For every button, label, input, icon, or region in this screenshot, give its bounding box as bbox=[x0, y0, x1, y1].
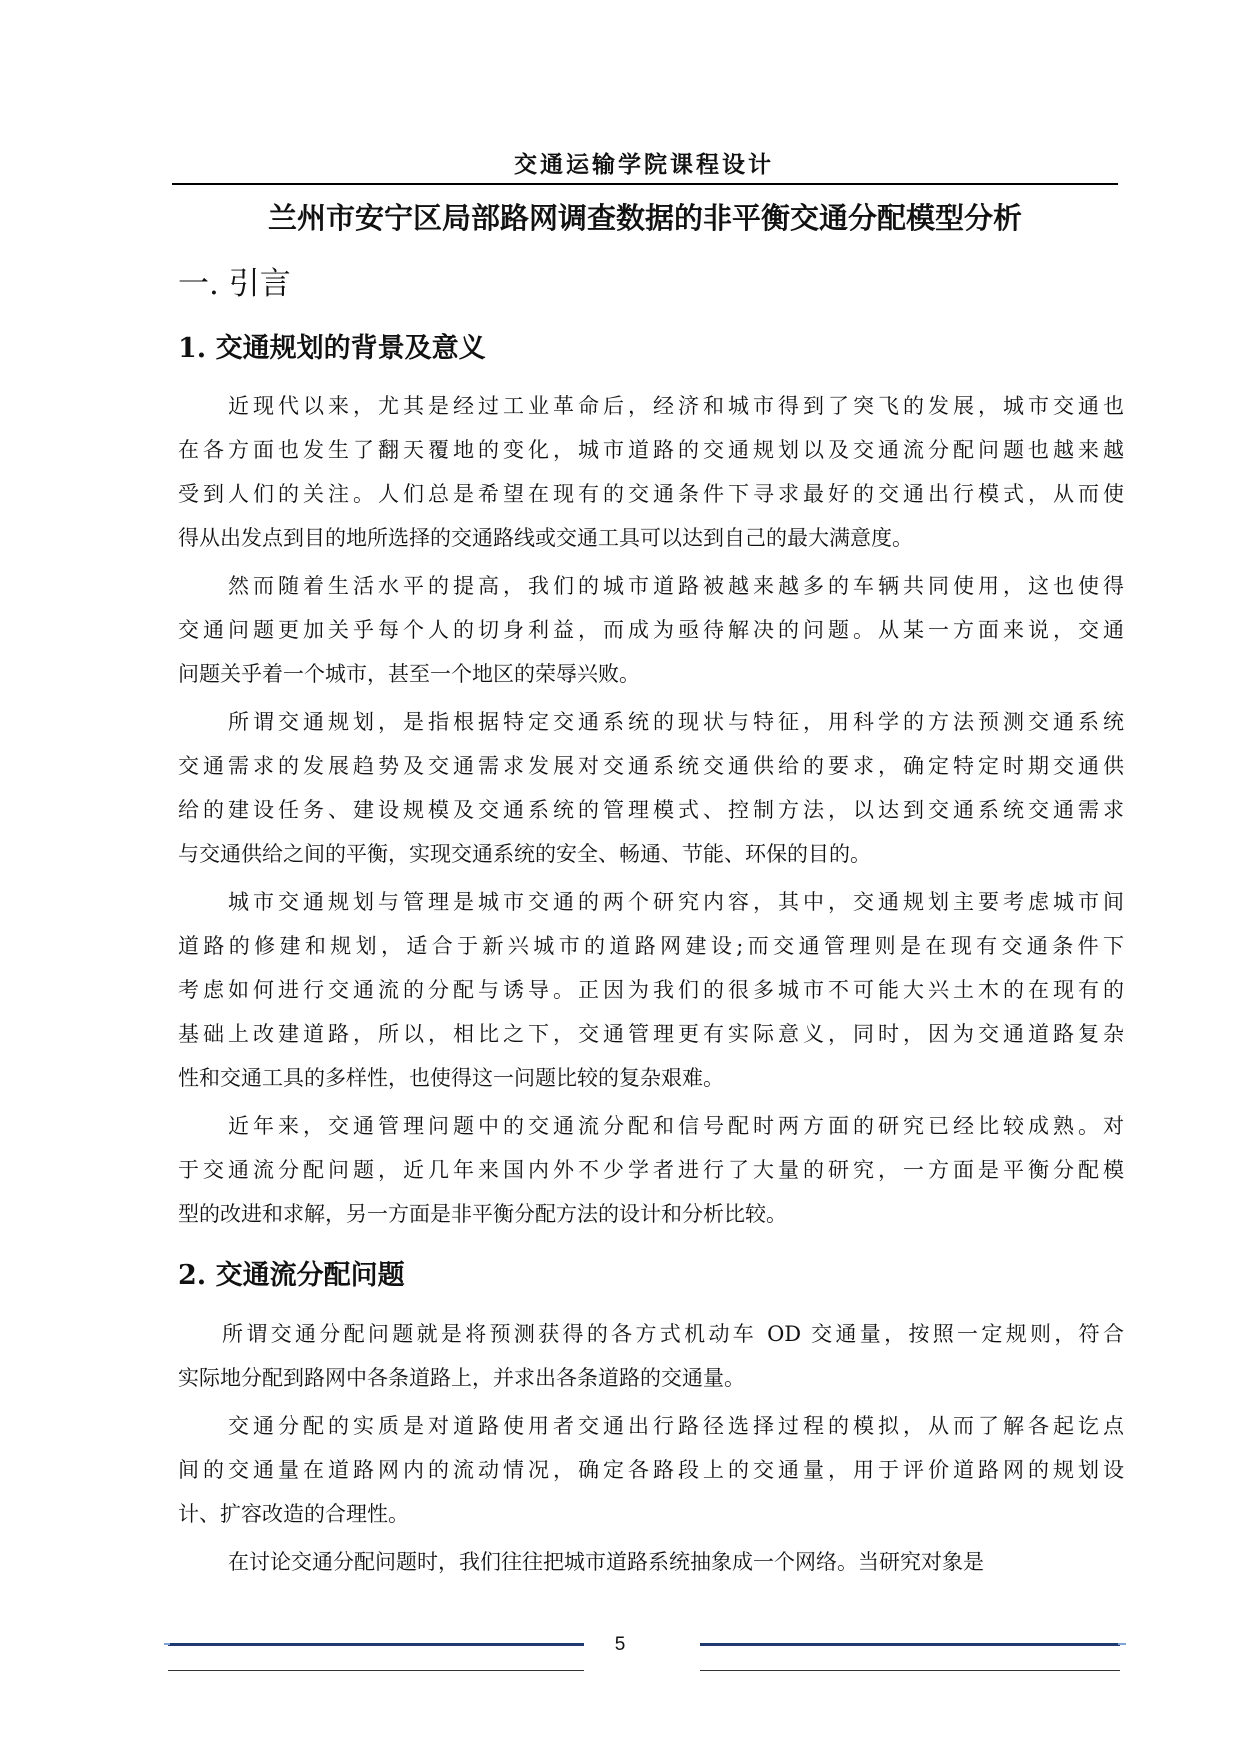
paragraph-line: 在讨论交通分配问题时，我们往往把城市道路系统抽象成一个网络。当研究对象是 bbox=[228, 1550, 984, 1574]
paragraph-line: 间的交通量在道路网内的流动情况，确定各路段上的交通量，用于评价道路网的规划设 bbox=[178, 1458, 1124, 1482]
paragraph bbox=[178, 1540, 1124, 1584]
paragraph bbox=[178, 564, 1124, 696]
paragraph-line: 性和交通工具的多样性，也使得这一问题比较的复杂艰难。 bbox=[178, 1066, 724, 1090]
paragraph-line: 所谓交通分配问题就是将预测获得的各方式机动车 OD 交通量，按照一定规则，符合 bbox=[222, 1322, 1124, 1346]
footer-line-right bbox=[700, 1643, 1120, 1646]
footer-underline-left bbox=[168, 1670, 584, 1671]
subsection-heading-background: 1. 交通规划的背景及意义 bbox=[178, 333, 486, 364]
paragraph-line: 与交通供给之间的平衡，实现交通系统的安全、畅通、节能、环保的目的。 bbox=[178, 842, 871, 866]
paragraph-line: 计、扩容改造的合理性。 bbox=[178, 1502, 409, 1526]
paragraph-line: 给的建设任务、建设规模及交通系统的管理模式、控制方法，以达到交通系统交通需求 bbox=[178, 798, 1124, 822]
subsection-heading-flow-assignment: 2. 交通流分配问题 bbox=[178, 1260, 405, 1291]
paragraph-line: 所谓交通规划，是指根据特定交通系统的现状与特征，用科学的方法预测交通系统 bbox=[228, 710, 1124, 734]
paragraph-line: 在各方面也发生了翻天覆地的变化，城市道路的交通规划以及交通流分配问题也越来越 bbox=[178, 438, 1124, 462]
paragraph-line: 基础上改建道路，所以，相比之下，交通管理更有实际意义，同时，因为交通道路复杂 bbox=[178, 1022, 1124, 1046]
footer-line-right-accent bbox=[1118, 1643, 1126, 1645]
paragraph bbox=[178, 1404, 1124, 1536]
paragraph-line: 交通问题更加关乎每个人的切身利益，而成为亟待解决的问题。从某一方面来说，交通 bbox=[178, 618, 1124, 642]
paragraph-line: 近现代以来，尤其是经过工业革命后，经济和城市得到了突飞的发展，城市交通也 bbox=[228, 394, 1124, 418]
paragraph bbox=[178, 384, 1124, 560]
footer-line-left bbox=[168, 1643, 584, 1646]
paragraph-line: 型的改进和求解，另一方面是非平衡分配方法的设计和分析比较。 bbox=[178, 1202, 787, 1226]
footer-underline-right bbox=[700, 1670, 1120, 1671]
paragraph-line: 于交通流分配问题，近几年来国内外不少学者进行了大量的研究，一方面是平衡分配模 bbox=[178, 1158, 1124, 1182]
document-title: 兰州市安宁区局部路网调查数据的非平衡交通分配模型分析 bbox=[267, 201, 1022, 235]
section-heading-intro: 一. 引言 bbox=[178, 266, 291, 302]
running-header: 交通运输学院课程设计 bbox=[514, 151, 774, 178]
paragraph bbox=[178, 880, 1124, 1100]
header-divider bbox=[172, 183, 1118, 185]
paragraph-line: 受到人们的关注。人们总是希望在现有的交通条件下寻求最好的交通出行模式，从而使 bbox=[178, 482, 1124, 506]
paragraph-line: 道路的修建和规划，适合于新兴城市的道路网建设;而交通管理则是在现有交通条件下 bbox=[178, 934, 1124, 958]
paragraph bbox=[178, 700, 1124, 876]
paragraph-line: 实际地分配到路网中各条道路上，并求出各条道路的交通量。 bbox=[178, 1366, 745, 1390]
page-number: 5 bbox=[614, 1634, 626, 1655]
paragraph-line: 然而随着生活水平的提高，我们的城市道路被越来越多的车辆共同使用，这也使得 bbox=[228, 574, 1124, 598]
paragraph-line: 城市交通规划与管理是城市交通的两个研究内容，其中，交通规划主要考虑城市间 bbox=[228, 890, 1124, 914]
footer-line-left-accent bbox=[164, 1643, 170, 1645]
paragraph bbox=[178, 1312, 1124, 1400]
paragraph bbox=[178, 1104, 1124, 1236]
paragraph-line: 交通分配的实质是对道路使用者交通出行路径选择过程的模拟，从而了解各起讫点 bbox=[228, 1414, 1124, 1438]
paragraph-line: 近年来，交通管理问题中的交通流分配和信号配时两方面的研究已经比较成熟。对 bbox=[228, 1114, 1124, 1138]
paragraph-line: 考虑如何进行交通流的分配与诱导。正因为我们的很多城市不可能大兴土木的在现有的 bbox=[178, 978, 1124, 1002]
paragraph-line: 得从出发点到目的地所选择的交通路线或交通工具可以达到自己的最大满意度。 bbox=[178, 526, 913, 550]
paragraph-line: 交通需求的发展趋势及交通需求发展对交通系统交通供给的要求，确定特定时期交通供 bbox=[178, 754, 1124, 778]
paragraph-line: 问题关乎着一个城市，甚至一个地区的荣辱兴败。 bbox=[178, 662, 640, 686]
